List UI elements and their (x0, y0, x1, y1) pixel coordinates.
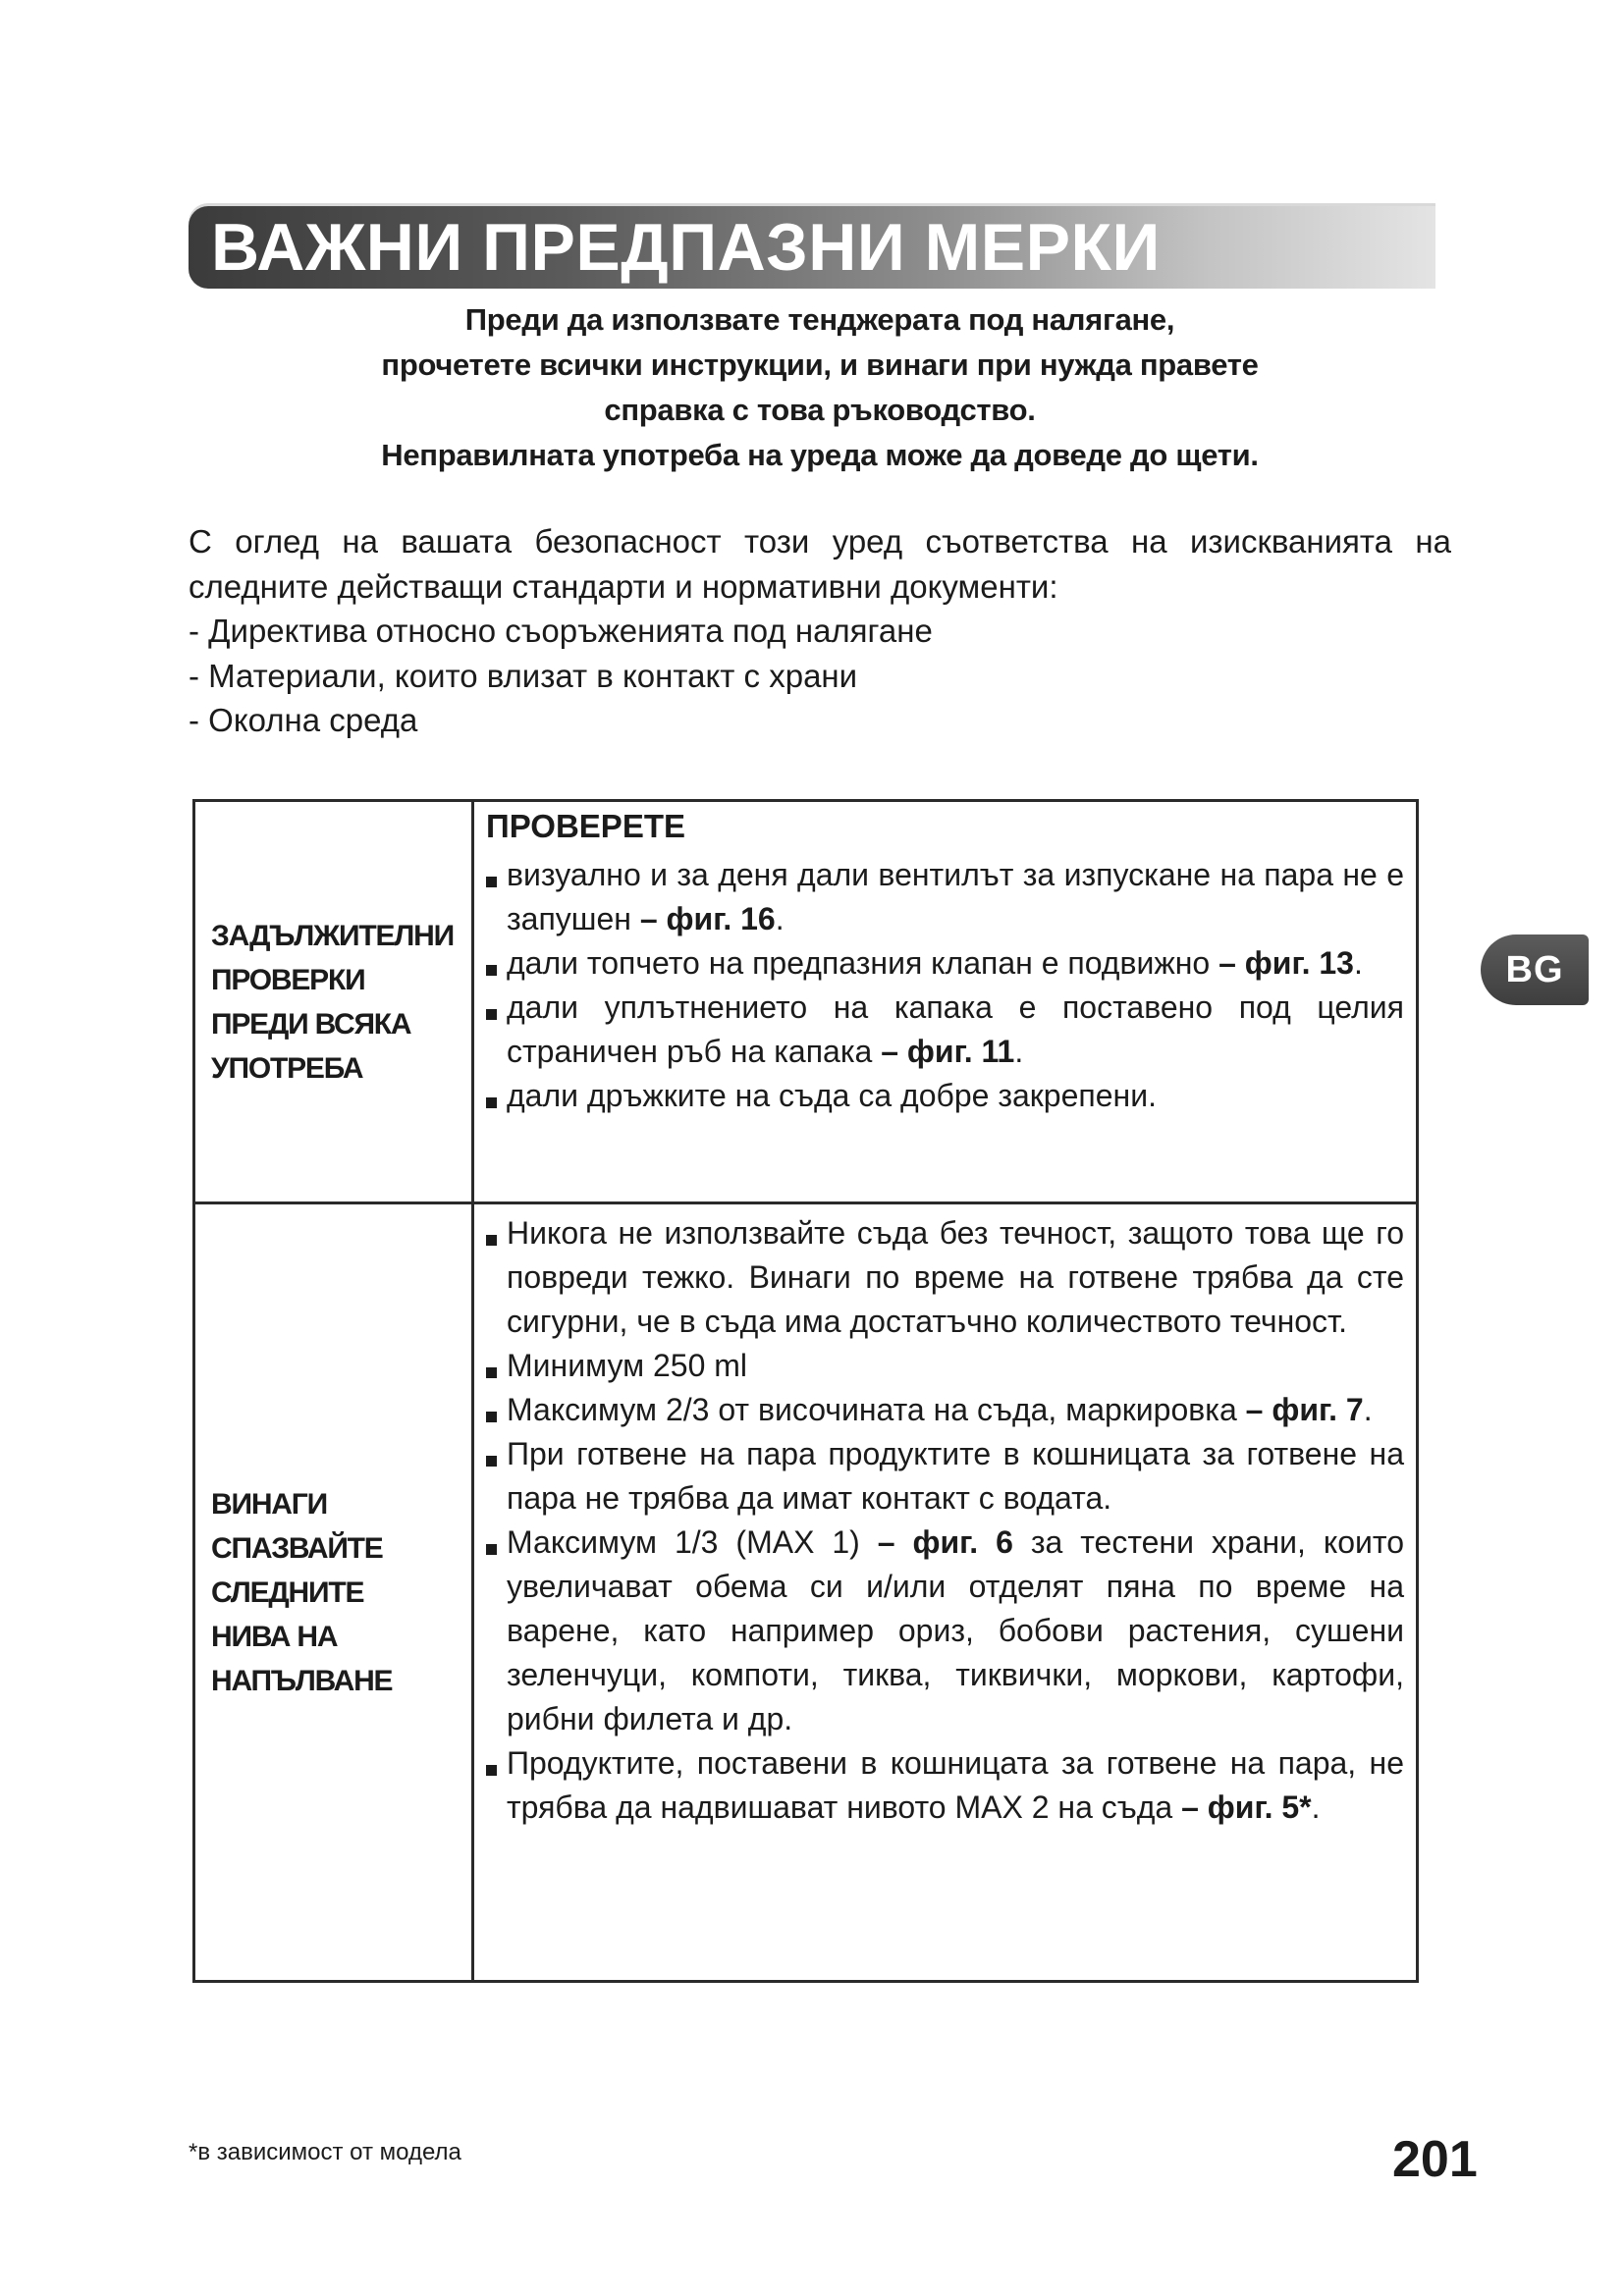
page-title: ВАЖНИ ПРЕДПАЗНИ МЕРКИ (211, 210, 1161, 285)
intro-paragraph: С оглед на вашата безопасност този уред съответства на изискванията на следните действащи стандарти и нормативни документи: (189, 523, 1451, 605)
fill-level-list (486, 1211, 1404, 1830)
row-label-fill-levels (195, 1204, 474, 1980)
item-text: визуално и за деня дали вентилът за изпускане на пара не е запушен (507, 857, 1404, 936)
list-item (486, 1388, 1404, 1432)
row-label-line: ПРОВЕРКИ (211, 963, 365, 996)
standards-list-item: - Околна среда (189, 702, 418, 738)
row-label-line: НАПЪЛВАНЕ (211, 1664, 393, 1697)
list-item (486, 1741, 1404, 1830)
item-text: Максимум 2/3 от височината на съда, маркировка (507, 1392, 1246, 1427)
language-tab: BG (1481, 934, 1589, 1005)
intro-section (189, 519, 1451, 743)
figure-ref: – фиг. 5* (1181, 1789, 1312, 1825)
figure-ref: – фиг. 7 (1245, 1392, 1364, 1427)
item-text: При готвене на пара продуктите в кошницата за готвене на пара не трябва да имат контакт с водата. (507, 1436, 1404, 1516)
item-text: дали топчето на предпазния клапан е подвижно (507, 945, 1219, 981)
list-item (486, 1074, 1404, 1118)
item-text: Минимум 250 ml (507, 1348, 748, 1383)
row-label-line: ПРЕДИ ВСЯКА (211, 1007, 411, 1041)
page-number: 201 (1392, 2131, 1478, 2188)
lead-line: прочетете всички инструкции, и винаги при нужда правете (381, 347, 1259, 382)
row-label-line: ЗАДЪЛЖИТЕЛНИ (211, 919, 454, 952)
standards-list-item: - Материали, които влизат в контакт с храни (189, 657, 858, 694)
item-text-after: . (1311, 1789, 1321, 1825)
section-title-bar (189, 206, 1435, 289)
square-bullet-icon (486, 877, 497, 887)
square-bullet-icon (486, 965, 497, 976)
square-bullet-icon (486, 1009, 497, 1020)
footnote: *в зависимост от модела (189, 2139, 461, 2165)
lead-warning (189, 297, 1451, 478)
row-label-line: ВИНАГИ (211, 1487, 327, 1521)
row-label-line: УПОТРЕБА (211, 1051, 363, 1085)
item-text: Продуктите, поставени в кошницата за готвене на пара, не трябва да надвишават нивото MAX 2 на съда (507, 1745, 1404, 1825)
item-text-after: за тестени храни, които увеличават обема си и/или отделят пяна по време на варене, като например ориз, бобови растения, сушени зеленчуци, компоти, тиква, тиквички, моркови, картофи, рибни филета и др. (507, 1524, 1404, 1736)
item-text-after: . (775, 901, 785, 936)
item-text-after: . (1353, 945, 1363, 981)
square-bullet-icon (486, 1367, 497, 1378)
list-item (486, 986, 1404, 1074)
standards-list-item: - Директива относно съоръженията под налягане (189, 613, 933, 649)
item-text: Никога не използвайте съда без течност, защото това ще го повреди тежко. Винаги по време на готвене трябва да сте сигурни, че в съда има достатъчно количеството течност. (507, 1215, 1404, 1339)
row-label-checks (195, 802, 474, 1204)
figure-ref: – фиг. 13 (1218, 945, 1354, 981)
lead-line: справка с това ръководство. (604, 393, 1036, 427)
square-bullet-icon (486, 1235, 497, 1246)
cell-heading: ПРОВЕРЕТЕ (486, 808, 685, 844)
list-item (486, 1521, 1404, 1741)
square-bullet-icon (486, 1412, 497, 1422)
square-bullet-icon (486, 1544, 497, 1555)
square-bullet-icon (486, 1456, 497, 1467)
item-text-after: . (1014, 1034, 1024, 1069)
list-item (486, 1211, 1404, 1344)
lead-line: Преди да използвате тенджерата под налягане, (464, 302, 1175, 337)
item-text-after: . (1363, 1392, 1373, 1427)
check-list (486, 853, 1404, 1118)
row-label-line: СЛЕДНИТЕ (211, 1575, 364, 1609)
item-text: Максимум 1/3 (MAX 1) (507, 1524, 878, 1560)
item-text: дали дръжките на съда са добре закрепени. (507, 1078, 1157, 1113)
list-item (486, 1432, 1404, 1521)
row-label-line: НИВА НА (211, 1620, 338, 1653)
row-content-checks (474, 802, 1416, 1204)
row-content-fill-levels (474, 1204, 1416, 1980)
list-item (486, 1344, 1404, 1388)
precautions-table (192, 799, 1419, 1983)
square-bullet-icon (486, 1097, 497, 1108)
figure-ref: – фиг. 6 (877, 1524, 1013, 1560)
row-label-line: СПАЗВАЙТЕ (211, 1531, 383, 1565)
figure-ref: – фиг. 16 (639, 901, 776, 936)
list-item (486, 853, 1404, 941)
item-text: дали уплътнението на капака е поставено под целия страничен ръб на капака (507, 989, 1404, 1069)
figure-ref: – фиг. 11 (881, 1034, 1015, 1069)
square-bullet-icon (486, 1765, 497, 1776)
list-item (486, 941, 1404, 986)
lead-line: Неправилната употреба на уреда може да доведе до щети. (381, 438, 1259, 472)
